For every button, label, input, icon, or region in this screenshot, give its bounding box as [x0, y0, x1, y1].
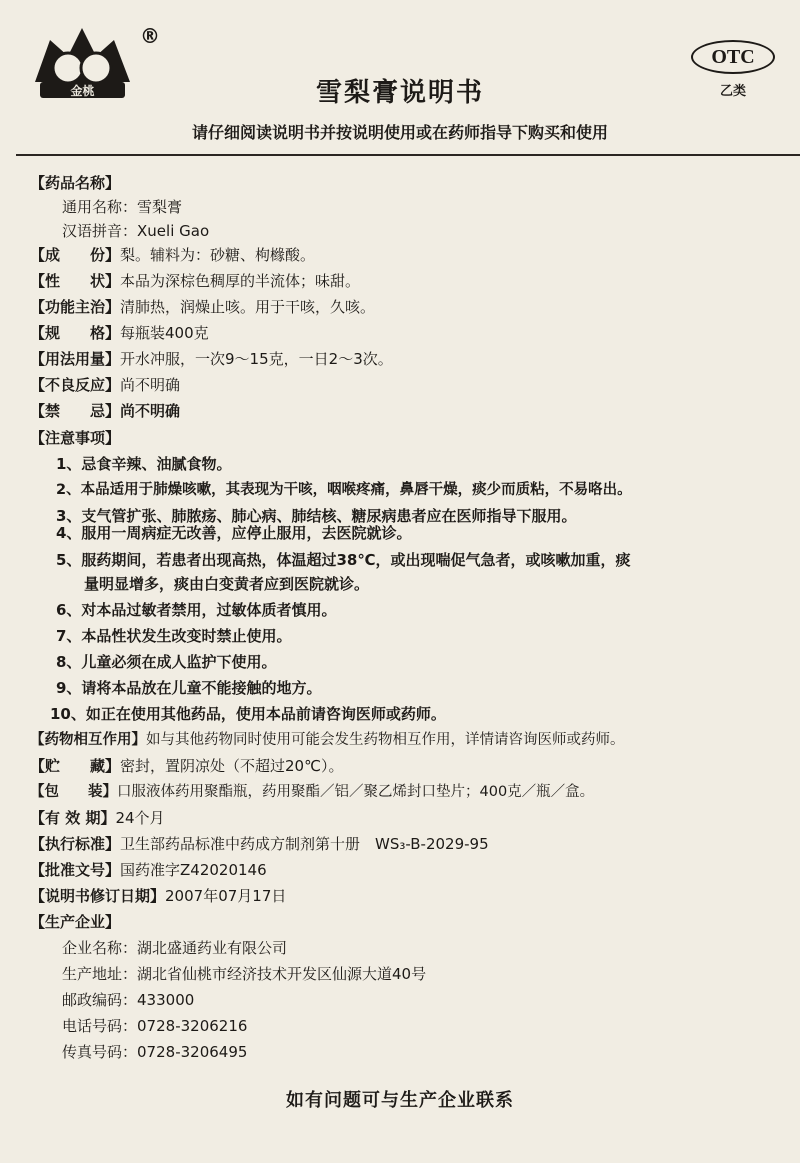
- adverse-row: [30, 374, 180, 396]
- precaution-item: 1、忌食辛辣、油腻食物。: [56, 455, 232, 473]
- validity-row: [30, 807, 165, 829]
- precaution-item: 9、请将本品放在儿童不能接触的地方。: [56, 679, 322, 697]
- specification-value: 每瓶装400克: [120, 324, 209, 342]
- precaution-item: 4、服用一周病症无改善，应停止服用，去医院就诊。: [56, 524, 412, 542]
- generic-name-row: [62, 196, 182, 218]
- precaution-item: 7、本品性状发生改变时禁止使用。: [56, 627, 292, 645]
- properties-label: 【性 状】: [30, 272, 121, 290]
- standard-label: 【执行标准】: [30, 835, 121, 853]
- specification-row: [30, 322, 209, 344]
- storage-row: [30, 755, 343, 777]
- package-row: [30, 781, 594, 803]
- generic-name-value: 雪梨膏: [137, 198, 183, 216]
- storage-label: 【贮 藏】: [30, 757, 121, 775]
- ingredients-value: 梨。辅料为：砂糖、枸橼酸。: [120, 246, 316, 264]
- contraindications-value: 尚不明确: [120, 402, 181, 420]
- precaution-item: 6、对本品过敏者禁用，过敏体质者慎用。: [56, 601, 337, 619]
- otc-class: 乙类: [719, 84, 746, 99]
- revision-row: [30, 885, 286, 907]
- brand-name: 金桃: [70, 84, 95, 98]
- fax-value: 0728-3206495: [137, 1043, 248, 1061]
- precaution-item: 10、如正在使用其他药品，使用本品前请咨询医师或药师。: [50, 705, 446, 723]
- precaution-item-continued: 量明显增多，痰由白变黄者应到医院就诊。: [84, 575, 370, 593]
- revision-label: 【说明书修订日期】: [30, 887, 166, 905]
- package-label: 【包 装】: [30, 784, 117, 800]
- registered-mark: ®: [140, 24, 160, 48]
- interactions-label: 【药物相互作用】: [30, 732, 146, 748]
- contraindications-label: 【禁 忌】: [30, 402, 121, 420]
- precaution-item: 5、服药期间，若患者出现高热，体温超过38℃，或出现喘促气急者，或咳嗽加重，痰: [56, 551, 631, 569]
- address-label: 生产地址：: [62, 965, 138, 983]
- dosage-label: 【用法用量】: [30, 350, 121, 368]
- specification-label: 【规 格】: [30, 324, 121, 342]
- fax-label: 传真号码：: [62, 1043, 138, 1061]
- page-title: 雪梨膏说明书: [315, 78, 484, 108]
- properties-row: [30, 270, 360, 292]
- standard-row: [30, 833, 489, 855]
- dosage-row: [30, 348, 393, 370]
- drug-name-label: 【药品名称】: [30, 174, 121, 192]
- pinyin-row: [62, 220, 209, 242]
- generic-name-label: 通用名称：: [62, 198, 138, 216]
- address-value: 湖北省仙桃市经济技术开发区仙源大道40号: [137, 965, 427, 983]
- indications-label: 【功能主治】: [30, 298, 121, 316]
- precaution-item: 8、儿童必须在成人监护下使用。: [56, 653, 277, 671]
- company-row: [62, 937, 287, 959]
- postal-value: 433000: [137, 991, 195, 1009]
- standard-value: 卫生部药品标准中药成方制剂第十册 WS₃-B-2029-95: [120, 835, 489, 853]
- company-value: 湖北盛通药业有限公司: [137, 939, 288, 957]
- postal-label: 邮政编码：: [62, 991, 138, 1009]
- approval-label: 【批准文号】: [30, 861, 121, 879]
- postal-row: [62, 989, 194, 1011]
- contraindications-row: [30, 400, 180, 422]
- fax-row: [62, 1041, 247, 1063]
- precautions-label: 【注意事项】: [30, 429, 121, 447]
- validity-label: 【有 效 期】: [30, 809, 116, 827]
- package-value: 口服液体药用聚酯瓶，药用聚酯／铝／聚乙烯封口垫片；400克／瓶／盒。: [117, 784, 595, 800]
- precaution-item: 3、支气管扩张、肺脓疡、肺心病、肺结核、糖尿病患者应在医师指导下服用。: [56, 507, 577, 525]
- phone-row: [62, 1015, 247, 1037]
- approval-value: 国药准字Z42020146: [120, 861, 267, 879]
- storage-value: 密封，置阴凉处（不超过20℃）。: [120, 757, 344, 775]
- interactions-row: [30, 729, 625, 751]
- divider: [16, 154, 800, 156]
- pinyin-label: 汉语拼音：: [62, 222, 138, 240]
- phone-label: 电话号码：: [62, 1017, 138, 1035]
- usage-notice: 请仔细阅读说明书并按说明使用或在药师指导下购买和使用: [191, 123, 608, 142]
- company-label: 企业名称：: [62, 939, 138, 957]
- indications-value: 清肺热，润燥止咳。用于干咳，久咳。: [120, 298, 376, 316]
- contact-footer: 如有问题可与生产企业联系: [286, 1090, 514, 1111]
- properties-value: 本品为深棕色稠厚的半流体；味甜。: [120, 272, 361, 290]
- indications-row: [30, 296, 375, 318]
- revision-value: 2007年07月17日: [165, 887, 287, 905]
- approval-row: [30, 859, 267, 881]
- adverse-label: 【不良反应】: [30, 376, 121, 394]
- dosage-value: 开水冲服，一次9～15克，一日2～3次。: [120, 350, 393, 368]
- pinyin-value: Xueli Gao: [137, 222, 210, 240]
- otc-label: OTC: [691, 40, 775, 74]
- ingredients-row: [30, 244, 315, 266]
- phone-value: 0728-3206216: [137, 1017, 248, 1035]
- precaution-item: 2、本品适用于肺燥咳嗽，其表现为干咳，咽喉疼痛，鼻唇干燥，痰少而质粘，不易咯出。: [56, 482, 632, 498]
- adverse-value: 尚不明确: [120, 376, 181, 394]
- interactions-value: 如与其他药物同时使用可能会发生药物相互作用，详情请咨询医师或药师。: [146, 732, 625, 748]
- validity-value: 24个月: [115, 809, 165, 827]
- manufacturer-label: 【生产企业】: [30, 913, 121, 931]
- ingredients-label: 【成 份】: [30, 246, 121, 264]
- address-row: [62, 963, 426, 985]
